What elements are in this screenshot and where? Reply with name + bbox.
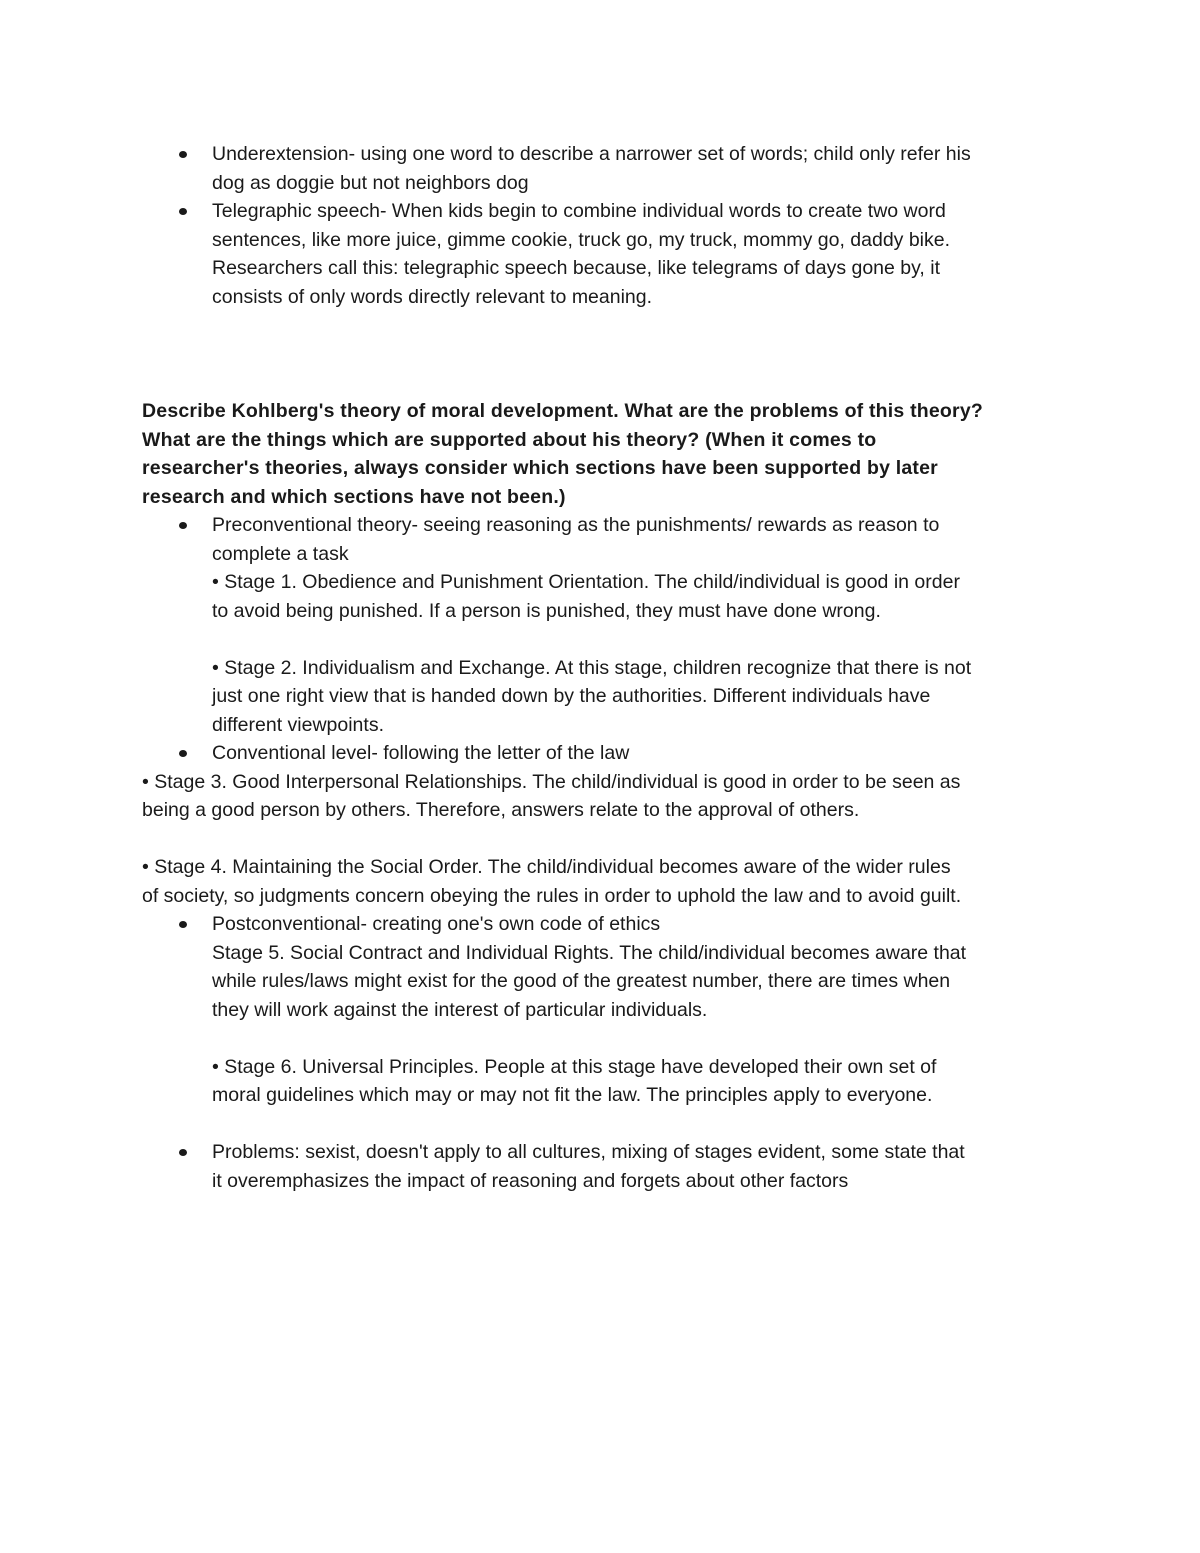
question-heading — [142, 397, 1072, 511]
list-item-conventional — [142, 739, 1072, 768]
list-item-preconventional — [142, 511, 1072, 739]
document-body — [142, 140, 1072, 1195]
stage-3-paragraph — [142, 768, 1072, 825]
text-line: dog as doggie but not neighbors dog — [212, 171, 529, 194]
text-line: it overemphasizes the impact of reasoning and forgets about other factors — [212, 1169, 849, 1192]
question-line: researcher's theories, always consider which sections have been supported by later — [142, 457, 938, 479]
bullet-icon — [179, 208, 187, 215]
blank-line — [212, 625, 1072, 654]
question-line: research and which sections have not been.) — [142, 485, 566, 508]
text-line: complete a task — [212, 542, 349, 565]
text-line: Underextension- using one word to describe a narrower set of words; child only refer his — [212, 143, 971, 165]
text-line: Postconventional- creating one's own code of ethics — [212, 913, 661, 935]
text-line: Problems: sexist, doesn't apply to all cultures, mixing of stages evident, some state that — [212, 1141, 965, 1163]
question-line: Describe Kohlberg's theory of moral development. What are the problems of this theory? — [142, 400, 983, 422]
stage-4-line: of society, so judgments concern obeying the rules in order to uphold the law and to avoid guilt. — [142, 884, 962, 907]
bullet-icon — [179, 921, 187, 928]
blank-line — [142, 825, 1072, 854]
blank-line — [212, 1024, 1072, 1053]
bullet-icon — [179, 750, 187, 757]
stage-6-line: moral guidelines which may or may not fit the law. The principles apply to everyone. — [212, 1084, 933, 1106]
list-item-underextension — [142, 140, 1072, 197]
stage-2-line: • Stage 2. Individualism and Exchange. At this stage, children recognize that there is not — [212, 656, 972, 679]
text-line: Preconventional theory- seeing reasoning as the punishments/ rewards as reason to — [212, 514, 940, 536]
stage-5-line: they will work against the interest of particular individuals. — [212, 998, 708, 1021]
list-item-problems — [142, 1138, 1072, 1195]
list-item-telegraphic-speech — [142, 197, 1072, 311]
text-line: consists of only words directly relevant to meaning. — [212, 285, 653, 308]
stage-6-line: • Stage 6. Universal Principles. People at this stage have developed their own set of — [212, 1055, 937, 1078]
text-line: Researchers call this: telegraphic speech because, like telegrams of days gone by, it — [212, 257, 941, 279]
bullet-icon — [179, 151, 187, 158]
question-line: What are the things which are supported about his theory? (When it comes to — [142, 428, 877, 451]
stage-3-line: being a good person by others. Therefore, answers relate to the approval of others. — [142, 799, 860, 821]
spacer — [142, 311, 1072, 397]
stage-1-line: • Stage 1. Obedience and Punishment Orientation. The child/individual is good in order — [212, 571, 960, 593]
stage-3-line: • Stage 3. Good Interpersonal Relationships. The child/individual is good in order to be seen as — [142, 770, 961, 793]
stage-1-line: to avoid being punished. If a person is punished, they must have done wrong. — [212, 599, 881, 622]
text-line: sentences, like more juice, gimme cookie, truck go, my truck, mommy go, daddy bike. — [212, 228, 951, 251]
stage-2-line: different viewpoints. — [212, 713, 384, 736]
text-line: Telegraphic speech- When kids begin to combine individual words to create two word — [212, 200, 946, 222]
blank-line — [212, 1110, 1072, 1139]
stage-5-line: Stage 5. Social Contract and Individual Rights. The child/individual becomes aware that — [212, 941, 967, 964]
stage-5-line: while rules/laws might exist for the good of the greatest number, there are times when — [212, 970, 951, 992]
stage-2-line: just one right view that is handed down by the authorities. Different individuals have — [212, 685, 931, 707]
text-line: Conventional level- following the letter of the law — [212, 742, 630, 764]
stage-4-paragraph — [142, 853, 1072, 910]
bullet-icon — [179, 522, 187, 529]
stage-4-line: • Stage 4. Maintaining the Social Order. The child/individual becomes aware of the wider rules — [142, 856, 951, 878]
list-item-postconventional — [142, 910, 1072, 1138]
bullet-icon — [179, 1149, 187, 1156]
